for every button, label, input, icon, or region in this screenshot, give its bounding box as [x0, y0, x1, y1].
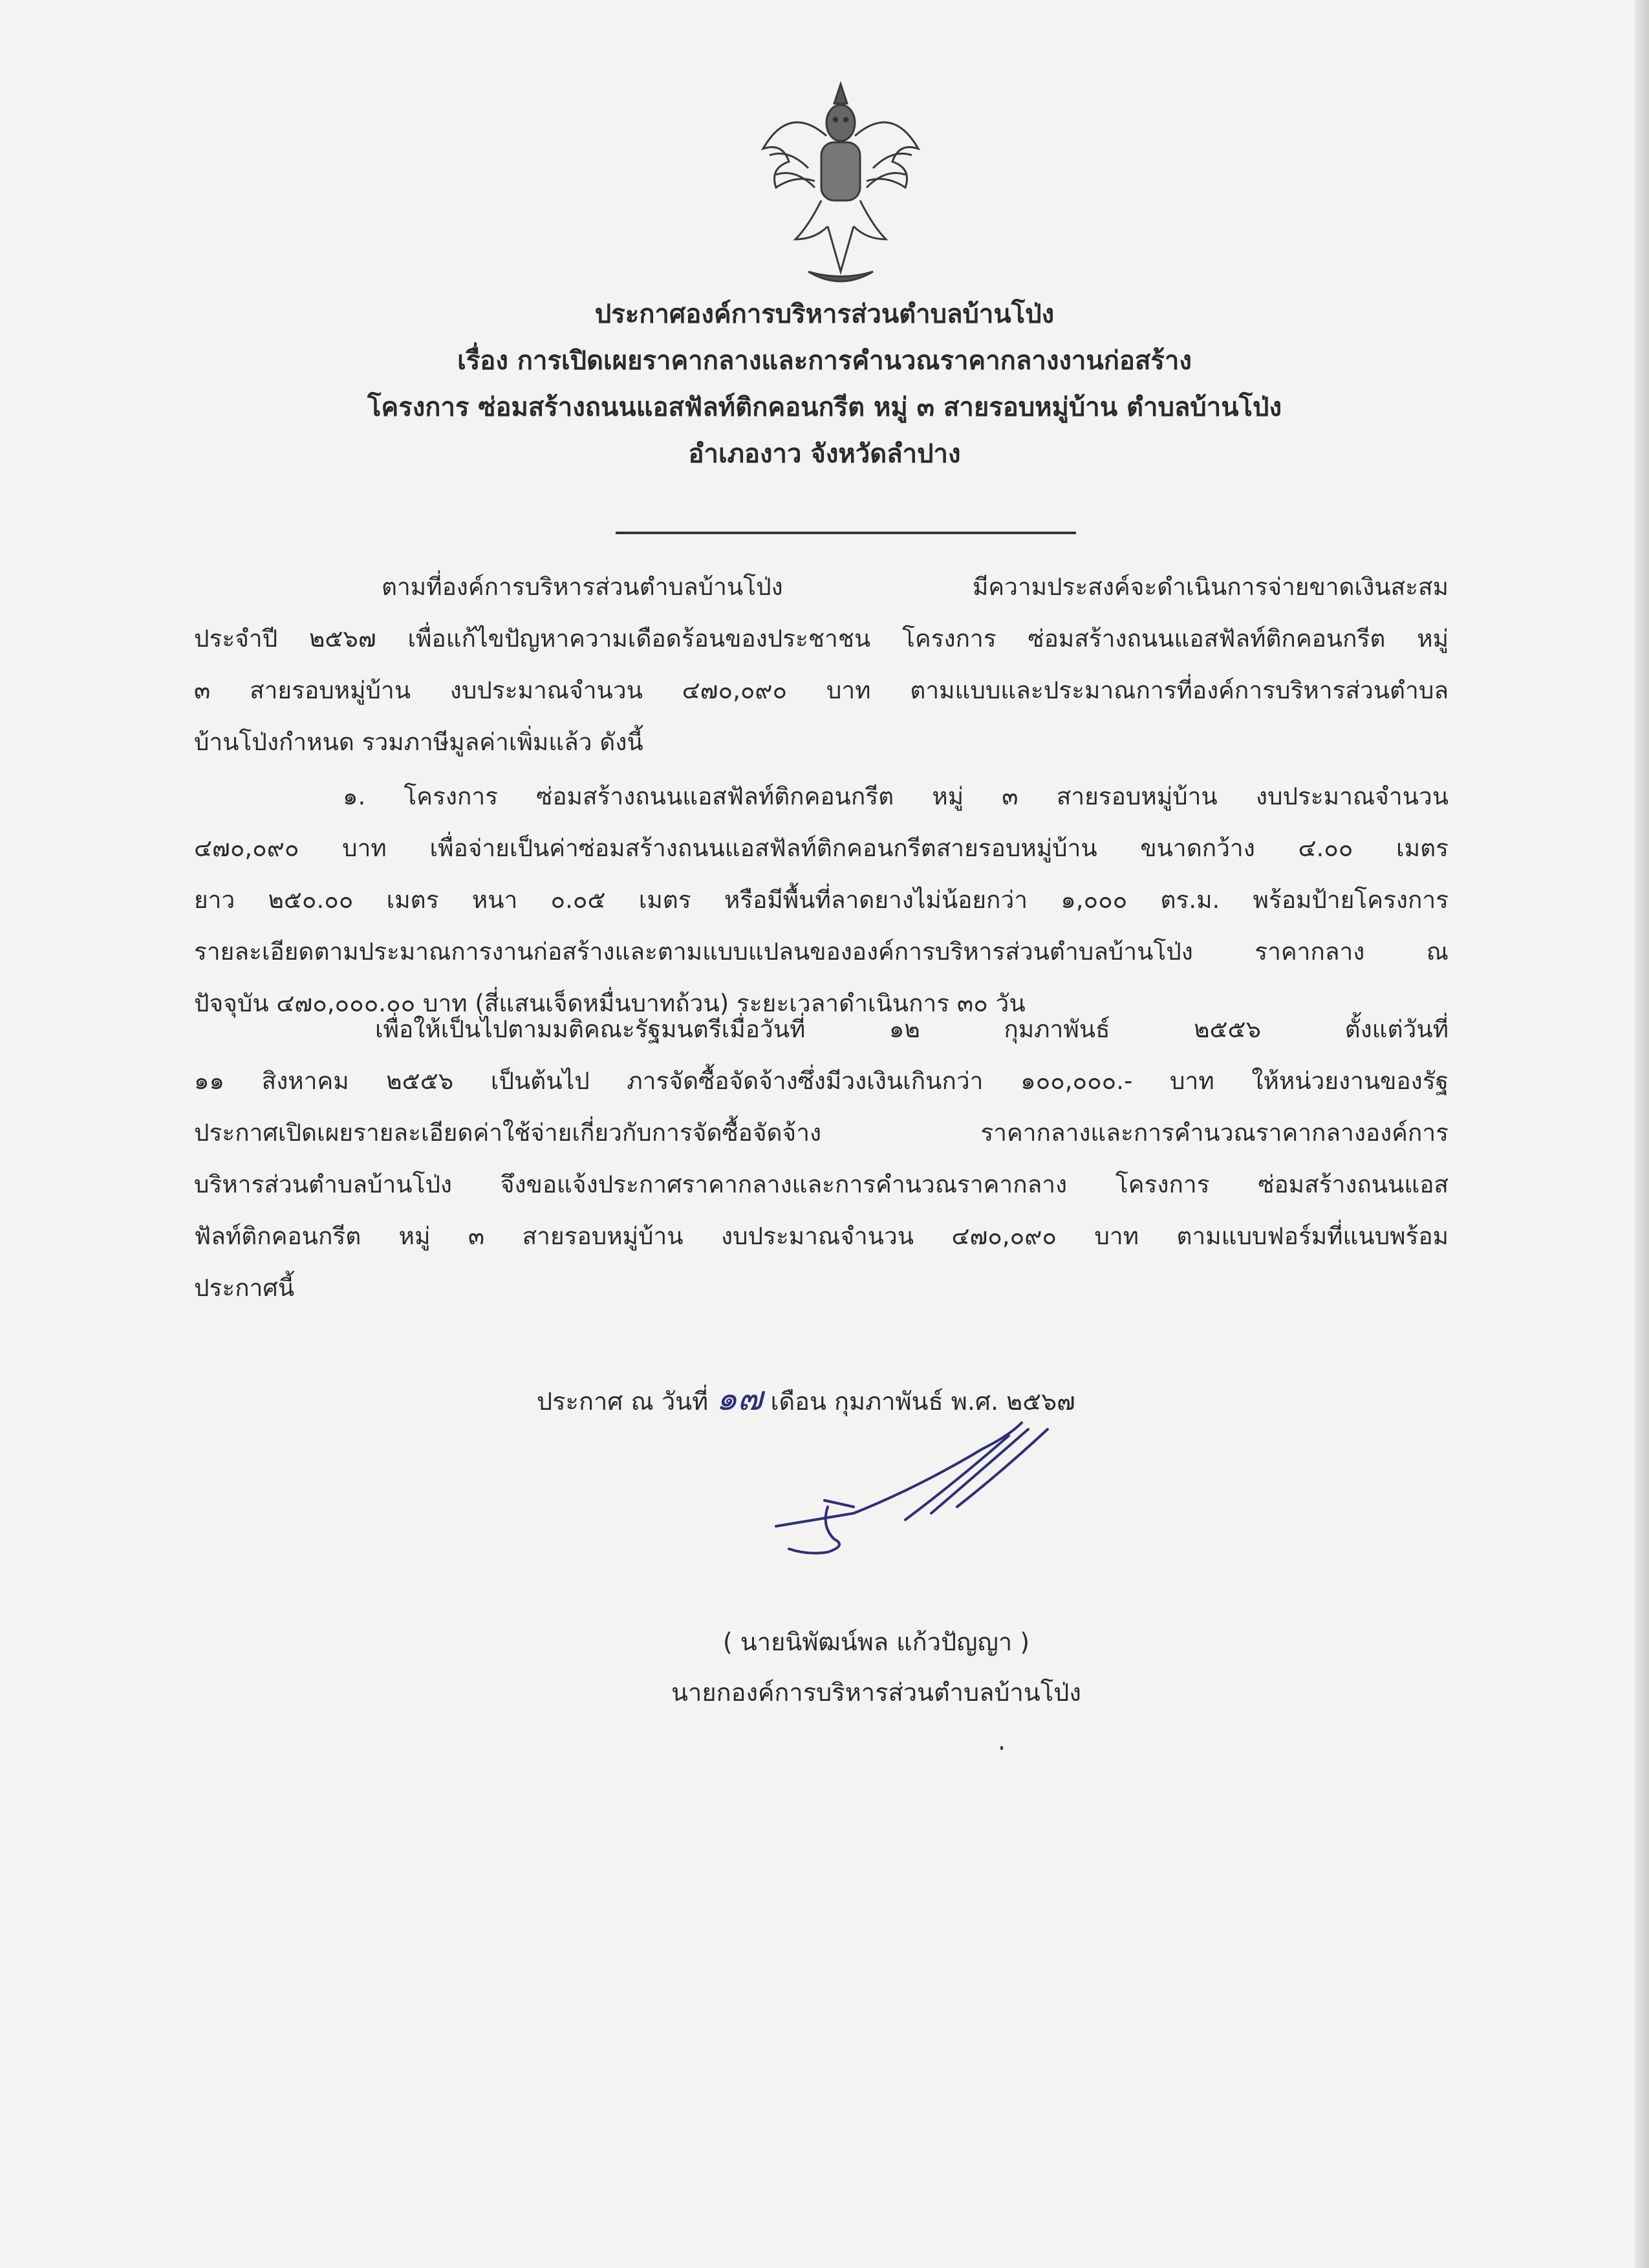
signatory-block: [601, 1617, 1151, 1718]
resolution-line: ประกาศเปิดเผยรายละเอียดค่าใช้จ่ายเกี่ยวกับการจัดซื้อจัดจ้าง ราคากลางและการคำนวณราคากลางองค์การ: [194, 1119, 1449, 1147]
resolution-line: ๑๑ สิงหาคม ๒๕๕๖ เป็นต้นไป ภารจัดซื้อจัดจ้างซึ่งมีวงเงินเกินกว่า ๑๐๐,๐๐๐.- บาท ให้หน่วยงานของรัฐ: [194, 1067, 1449, 1095]
heading-divider: [616, 532, 1076, 534]
item-1-line: ปัจจุบัน ๔๗๐,๐๐๐.๐๐ บาท (สี่แสนเจ็ดหมื่นบาทถ้วน) ระยะเวลาดำเนินการ ๓๐ วัน: [194, 989, 1026, 1017]
announcement-heading: [194, 291, 1455, 477]
resolution-line: เพื่อให้เป็นไปตามมติคณะรัฐมนตรีเมื่อวันที่ ๑๒ กุมภาพันธ์ ๒๕๕๖ ตั้งแต่วันที่: [375, 1015, 1449, 1043]
resolution-paragraph: [194, 1004, 1449, 1314]
signatory-title: นายกองค์การบริหารส่วนตำบลบ้านโป่ง: [671, 1678, 1081, 1707]
paper-edge: [1635, 0, 1649, 2268]
resolution-line: บริหารส่วนตำบลบ้านโป่ง จึงขอแจ้งประกาศราคากลางและการคำนวณราคากลาง โครงการ ซ่อมสร้างถนนแอส: [194, 1171, 1449, 1198]
scan-speck: [1000, 1746, 1003, 1750]
handwritten-day: ๑๗: [716, 1379, 763, 1418]
heading-line-3: โครงการ ซ่อมสร้างถนนแอสฟัลท์ติกคอนกรีต หมู่ ๓ สายรอบหมู่บ้าน ตำบลบ้านโป่ง: [367, 393, 1282, 422]
intro-paragraph: [194, 561, 1449, 768]
resolution-line: ประกาศนี้: [194, 1274, 295, 1302]
signature-image: [763, 1410, 1099, 1565]
garuda-emblem-icon: [750, 78, 931, 297]
heading-line-4: อำเภองาว จังหวัดลำปาง: [688, 439, 961, 469]
date-prefix: ประกาศ ณ วันที่: [537, 1387, 709, 1416]
signatory-name: ( นายนิพัฒน์พล แก้วปัญญา ): [722, 1628, 1030, 1656]
heading-line-2: เรื่อง การเปิดเผยราคากลางและการคำนวณราคากลางงานก่อสร้าง: [457, 346, 1192, 376]
item-1-line: ยาว ๒๕๐.๐๐ เมตร หนา ๐.๐๕ เมตร หรือมีพื้นที่ลาดยางไม่น้อยกว่า ๑,๐๐๐ ตร.ม. พร้อมป้ายโครงการ: [194, 886, 1449, 914]
item-1-paragraph: [194, 771, 1449, 1030]
intro-line: ๓ สายรอบหมู่บ้าน งบประมาณจำนวน ๔๗๐,๐๙๐ บาท ตามแบบและประมาณการที่องค์การบริหารส่วนตำบล: [194, 676, 1449, 704]
item-1-line: ๔๗๐,๐๙๐ บาท เพื่อจ่ายเป็นค่าซ่อมสร้างถนนแอสฟัลท์ติกคอนกรีตสายรอบหมู่บ้าน ขนาดกว้าง ๔.๐๐ เมตร: [194, 834, 1449, 862]
intro-line: ตามที่องค์การบริหารส่วนตำบลบ้านโป่ง มีความประสงค์จะดำเนินการจ่ายขาดเงินสะสม: [382, 573, 1449, 601]
intro-line: บ้านโป่งกำหนด รวมภาษีมูลค่าเพิ่มแล้ว ดังนี้: [194, 728, 643, 756]
item-1-line: รายละเอียดตามประมาณการงานก่อสร้างและตามแบบแปลนขององค์การบริหารส่วนตำบลบ้านโป่ง ราคากลาง ณ: [194, 938, 1449, 966]
date-month-year: เดือน กุมภาพันธ์ พ.ศ. ๒๕๖๗: [770, 1387, 1075, 1416]
item-1-line: ๑. โครงการ ซ่อมสร้างถนนแอสฟัลท์ติกคอนกรีต หมู่ ๓ สายรอบหมู่บ้าน งบประมาณจำนวน: [343, 783, 1449, 810]
intro-line: ประจำปี ๒๕๖๗ เพื่อแก้ไขปัญหาความเดือดร้อนของประชาชน โครงการ ซ่อมสร้างถนนแอสฟัลท์ติกคอนกรีต หมู่: [194, 625, 1449, 653]
heading-line-1: ประกาศองค์การบริหารส่วนตำบลบ้านโป่ง: [594, 299, 1055, 329]
resolution-line: ฟัลท์ติกคอนกรีต หมู่ ๓ สายรอบหมู่บ้าน งบประมาณจำนวน ๔๗๐,๐๙๐ บาท ตามแบบฟอร์มที่แนบพร้อม: [194, 1222, 1449, 1250]
